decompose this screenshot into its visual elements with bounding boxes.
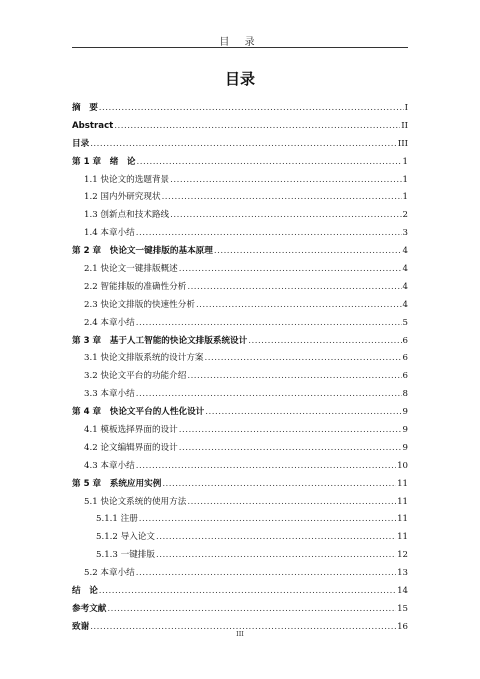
toc-entry-page: 11 bbox=[397, 514, 408, 525]
toc-entry-page: 4 bbox=[402, 299, 408, 310]
toc-entry[interactable] bbox=[72, 511, 408, 529]
toc-dot-leader bbox=[162, 189, 402, 207]
toc-entry-title: 结 论 bbox=[72, 586, 98, 597]
toc-entry-page: 13 bbox=[397, 568, 408, 579]
toc-dot-leader bbox=[187, 494, 396, 512]
toc-entry-page: 15 bbox=[397, 603, 408, 614]
toc-entry-page: 5 bbox=[402, 317, 408, 328]
toc-entry-title: 2.2 智能排版的准确性分析 bbox=[84, 281, 187, 292]
toc-entry-title: 5.1.1 注册 bbox=[96, 514, 138, 525]
toc-dot-leader bbox=[107, 601, 396, 619]
toc-entry-page: 4 bbox=[402, 281, 408, 292]
page-number: III bbox=[236, 630, 244, 638]
toc-entry[interactable] bbox=[72, 189, 408, 207]
toc-entry-page: 2 bbox=[402, 210, 408, 221]
toc-dot-leader bbox=[162, 476, 396, 494]
toc-entry-page: 1 bbox=[402, 156, 408, 167]
toc-entry-title: 2.3 快论文排版的快速性分析 bbox=[84, 299, 195, 310]
toc-dot-leader bbox=[179, 440, 402, 458]
toc-dot-leader bbox=[156, 529, 396, 547]
toc-entry[interactable] bbox=[72, 350, 408, 368]
toc-entry-title: 5.1 快论文系统的使用方法 bbox=[84, 496, 187, 507]
toc-dot-leader bbox=[205, 350, 402, 368]
toc-entry[interactable] bbox=[72, 422, 408, 440]
toc-entry[interactable] bbox=[72, 386, 408, 404]
toc-dot-leader bbox=[90, 136, 397, 154]
toc-dot-leader bbox=[136, 565, 396, 583]
toc-entry[interactable] bbox=[72, 333, 408, 351]
toc-entry-title: 2.4 本章小结 bbox=[84, 317, 135, 328]
toc-entry-page: 6 bbox=[402, 353, 408, 364]
toc-title: 目录 bbox=[224, 70, 255, 88]
toc-dot-leader bbox=[114, 118, 400, 136]
toc-entry-title: 第 4 章 快论文平台的人性化设计 bbox=[72, 407, 205, 418]
toc-entry[interactable] bbox=[72, 529, 408, 547]
toc-dot-leader bbox=[187, 279, 401, 297]
toc-entry[interactable] bbox=[72, 261, 408, 279]
toc-entry-title: 5.1.3 一键排版 bbox=[96, 550, 155, 561]
toc-dot-leader bbox=[99, 583, 396, 601]
toc-entry-title: 3.1 快论文排版系统的设计方案 bbox=[84, 353, 204, 364]
toc-entry[interactable] bbox=[72, 172, 408, 190]
toc-entry[interactable] bbox=[72, 440, 408, 458]
toc-entry-page: III bbox=[397, 138, 408, 149]
toc-entry-page: I bbox=[404, 103, 408, 113]
toc-dot-leader bbox=[187, 368, 401, 386]
toc-entry-page: 12 bbox=[397, 550, 408, 561]
toc-entry[interactable] bbox=[72, 547, 408, 565]
toc-entry-page: 8 bbox=[402, 389, 408, 400]
toc-entry-title: 3.3 本章小结 bbox=[84, 389, 135, 400]
toc-entry-title: 1.4 本章小结 bbox=[84, 228, 135, 239]
toc-entry[interactable] bbox=[72, 243, 408, 261]
header-rule bbox=[72, 47, 408, 48]
toc-dot-leader bbox=[156, 547, 396, 565]
toc-entry[interactable] bbox=[72, 404, 408, 422]
toc-entry-page: 4 bbox=[402, 264, 408, 275]
toc-entry-page: 6 bbox=[402, 371, 408, 382]
running-header: 目 录 bbox=[219, 37, 261, 48]
toc-entry-page: II bbox=[401, 120, 408, 131]
toc-entry[interactable] bbox=[72, 458, 408, 476]
toc-entry[interactable] bbox=[72, 565, 408, 583]
toc-entry[interactable] bbox=[72, 100, 408, 118]
toc-dot-leader bbox=[136, 315, 402, 333]
toc-dot-leader bbox=[139, 511, 396, 529]
toc-entry-page: 9 bbox=[402, 442, 408, 453]
toc-entry-title: 2.1 快论文一键排版概述 bbox=[84, 264, 178, 275]
toc-entry-page: 6 bbox=[402, 335, 408, 346]
toc-entry[interactable] bbox=[72, 207, 408, 225]
toc-entry-title: 4.3 本章小结 bbox=[84, 460, 135, 471]
toc-entry-title: 参考文献 bbox=[72, 603, 107, 614]
toc-entry-title: 3.2 快论文平台的功能介绍 bbox=[84, 371, 187, 382]
toc-dot-leader bbox=[137, 154, 402, 172]
toc-entry-title: 4.2 论文编辑界面的设计 bbox=[84, 442, 178, 453]
toc-entry-page: 4 bbox=[402, 246, 408, 257]
toc-entry-title: 第 1 章 绪 论 bbox=[72, 156, 136, 167]
toc-entry-page: 10 bbox=[397, 460, 408, 471]
toc-entry-page: 9 bbox=[402, 407, 408, 418]
toc-entry-page: 11 bbox=[397, 478, 408, 489]
toc-entry-page: 9 bbox=[402, 425, 408, 436]
toc-entry[interactable] bbox=[72, 583, 408, 601]
toc-entry[interactable] bbox=[72, 297, 408, 315]
toc-dot-leader bbox=[248, 333, 401, 351]
toc-entry[interactable] bbox=[72, 476, 408, 494]
toc-entry-page: 1 bbox=[402, 174, 408, 185]
toc-entry-page: 3 bbox=[402, 228, 408, 239]
toc-entry-title: 目录 bbox=[72, 138, 90, 149]
toc-entry-title: Abstract bbox=[72, 120, 114, 131]
toc-entry-page: 1 bbox=[402, 192, 408, 203]
toc-entry-title: 致谢 bbox=[72, 621, 90, 632]
toc-entry[interactable] bbox=[72, 154, 408, 172]
toc-entry-title: 第 2 章 快论文一键排版的基本原理 bbox=[72, 246, 213, 257]
toc-entry-title: 5.1.2 导入论文 bbox=[96, 532, 155, 543]
toc-entry-page: 11 bbox=[397, 532, 408, 543]
toc-entry-page: 14 bbox=[397, 586, 408, 597]
toc-dot-leader bbox=[179, 422, 402, 440]
toc-entry-title: 1.3 创新点和技术路线 bbox=[84, 210, 170, 221]
toc-entry-title: 摘 要 bbox=[72, 103, 98, 113]
toc-entry-title: 第 3 章 基于人工智能的快论文排版系统设计 bbox=[72, 335, 248, 346]
toc-entry-title: 5.2 本章小结 bbox=[84, 568, 135, 579]
toc-dot-leader bbox=[205, 404, 401, 422]
toc-entry[interactable] bbox=[72, 601, 408, 619]
toc-dot-leader bbox=[214, 243, 402, 261]
toc-dot-leader bbox=[179, 261, 402, 279]
toc-dot-leader bbox=[170, 207, 401, 225]
toc-dot-leader bbox=[136, 458, 396, 476]
toc-entry[interactable] bbox=[72, 225, 408, 243]
toc-dot-leader bbox=[99, 100, 404, 118]
toc-entry-title: 1.2 国内外研究现状 bbox=[84, 192, 161, 203]
toc-dot-leader bbox=[136, 386, 402, 404]
toc-entry-page: 11 bbox=[397, 496, 408, 507]
toc-entry[interactable] bbox=[72, 279, 408, 297]
toc-entry-title: 1.1 快论文的选题背景 bbox=[84, 174, 170, 185]
toc-dot-leader bbox=[136, 225, 402, 243]
toc-entry[interactable] bbox=[72, 315, 408, 333]
toc-dot-leader bbox=[196, 297, 402, 315]
toc-entry[interactable] bbox=[72, 136, 408, 154]
toc-entry[interactable] bbox=[72, 494, 408, 512]
toc-entry[interactable] bbox=[72, 368, 408, 386]
table-of-contents bbox=[72, 100, 408, 637]
toc-entry-title: 4.1 模板选择界面的设计 bbox=[84, 425, 178, 436]
toc-dot-leader bbox=[170, 172, 401, 190]
toc-entry-page: 16 bbox=[397, 621, 408, 632]
toc-entry[interactable] bbox=[72, 118, 408, 136]
toc-entry-title: 第 5 章 系统应用实例 bbox=[72, 478, 162, 489]
